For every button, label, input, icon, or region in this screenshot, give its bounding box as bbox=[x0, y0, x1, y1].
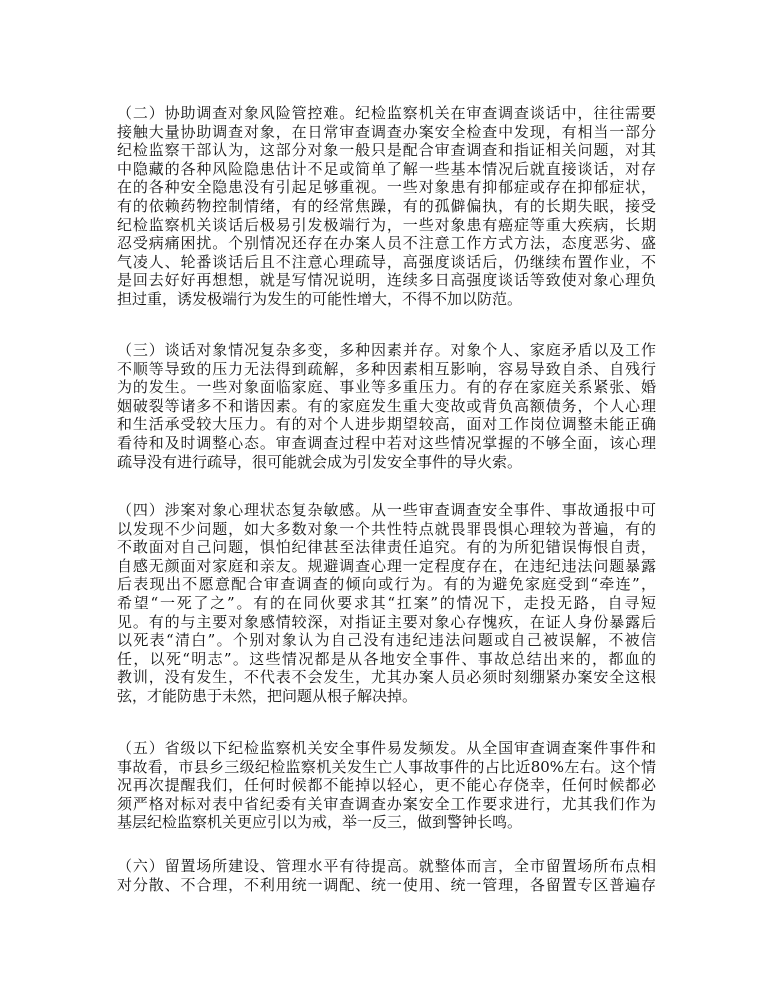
text-line: 忍受病痛困扰。个别情况还存在办案人员不注意工作方式方法，态度恶劣、盛 bbox=[117, 234, 656, 253]
text-line: 姻破裂等诸多不和谐因素。有的家庭发生重大变故或背负高额债务，个人心理 bbox=[117, 396, 656, 415]
text-line: 见。有的与主要对象感情较深，对指证主要对象心存愧疚，在证人身份暴露后 bbox=[117, 612, 656, 631]
text-line: 以死表“清白”。个别对象认为自己没有违纪违法问题或自己被误解，不被信 bbox=[117, 631, 656, 650]
text-line: 自感无颜面对家庭和亲友。规避调查心理一定程度存在，在违纪违法问题暴露 bbox=[117, 556, 656, 575]
text-line: 事故看，市县乡三级纪检监察机关发生亡人事故事件的占比近80%左右。这个情 bbox=[117, 757, 656, 776]
paragraph-section-6 bbox=[117, 857, 656, 894]
text-line: 和生活承受较大压力。有的对个人进步期望较高，面对工作岗位调整未能正确 bbox=[117, 415, 656, 434]
text-line: 希望“一死了之”。有的在同伙要求其“扛案”的情况下，走投无路，自寻短 bbox=[117, 593, 656, 612]
text-line: 有的依赖药物控制情绪，有的经常焦躁，有的孤僻偏执，有的长期失眠，接受 bbox=[117, 196, 656, 215]
text-line: 对分散、不合理，不利用统一调配、统一使用、统一管理，各留置专区普遍存 bbox=[117, 875, 656, 894]
text-line: 是回去好好再想想，就是写情况说明，连续多日高强度谈话等致使对象心理负 bbox=[117, 271, 656, 290]
text-line: 气凌人、轮番谈话后且不注意心理疏导，高强度谈话后，仍继续布置作业，不 bbox=[117, 252, 656, 271]
text-line: 教训，没有发生，不代表不会发生，尤其办案人员必须时刻绷紧办案安全这根 bbox=[117, 668, 656, 687]
paragraph-section-4 bbox=[117, 501, 656, 706]
text-line: 纪检监察机关谈话后极易引发极端行为，一些对象患有癌症等重大疾病，长期 bbox=[117, 215, 656, 234]
text-line: 须严格对标对表中省纪委有关审查调查办案安全工作要求进行，尤其我们作为 bbox=[117, 794, 656, 813]
text-line: 中隐藏的各种风险隐患估计不足或简单了解一些基本情况后就直接谈话，对存 bbox=[117, 159, 656, 178]
text-line: 基层纪检监察机关更应引以为戒，举一反三，做到警钟长鸣。 bbox=[117, 813, 523, 832]
text-line: 疏导没有进行疏导，很可能就会成为引发安全事件的导火索。 bbox=[117, 452, 523, 471]
text-line: （三）谈话对象情况复杂多变，多种因素并存。对象个人、家庭矛盾以及工作 bbox=[117, 341, 656, 359]
text-line: （四）涉案对象心理状态复杂敏感。从一些审查调查安全事件、事故通报中可 bbox=[117, 501, 656, 519]
text-line: 在的各种安全隐患没有引起足够重视。一些对象患有抑郁症或存在抑郁症状， bbox=[117, 178, 656, 197]
text-line: 为的发生。一些对象面临家庭、事业等多重压力。有的存在家庭关系紧张、婚 bbox=[117, 378, 656, 397]
text-line: 纪检监察干部认为，这部分对象一般只是配合审查调查和指证相关问题，对其 bbox=[117, 141, 656, 160]
text-line: 不顺等导致的压力无法得到疏解，多种因素相互影响，容易导致自杀、自残行 bbox=[117, 359, 656, 378]
text-line: （五）省级以下纪检监察机关安全事件易发频发。从全国审查调查案件事件和 bbox=[117, 739, 656, 757]
text-line: （二）协助调查对象风险管控难。纪检监察机关在审查调查谈话中，往往需要 bbox=[117, 104, 656, 122]
text-line: 况再次提醒我们，任何时候都不能掉以轻心，更不能心存侥幸，任何时候都必 bbox=[117, 776, 656, 795]
paragraph-section-3 bbox=[117, 341, 656, 471]
text-line: 弦，才能防患于未然，把问题从根子解决掉。 bbox=[117, 686, 418, 705]
text-line: 看待和及时调整心态。审查调查过程中若对这些情况掌握的不够全面，该心理 bbox=[117, 433, 656, 452]
text-line: 担过重，诱发极端行为发生的可能性增大，不得不加以防范。 bbox=[117, 289, 523, 308]
text-line: 以发现不少问题，如大多数对象一个共性特点就畏罪畏惧心理较为普遍，有的 bbox=[117, 519, 656, 538]
text-line: 不敢面对自己问题，惧怕纪律甚至法律责任追究。有的为所犯错误悔恨自责， bbox=[117, 538, 656, 557]
text-line: 后表现出不愿意配合审查调查的倾向或行为。有的为避免家庭受到“牵连”， bbox=[117, 575, 656, 594]
paragraph-section-2 bbox=[117, 104, 656, 309]
text-line: 任，以死“明志”。这些情况都是从各地安全事件、事故总结出来的，都血的 bbox=[117, 649, 656, 668]
text-line: 接触大量协助调查对象，在日常审查调查办案安全检查中发现，有相当一部分 bbox=[117, 122, 656, 141]
text-line: （六）留置场所建设、管理水平有待提高。就整体而言，全市留置场所布点相 bbox=[117, 857, 656, 875]
paragraph-section-5 bbox=[117, 739, 656, 832]
